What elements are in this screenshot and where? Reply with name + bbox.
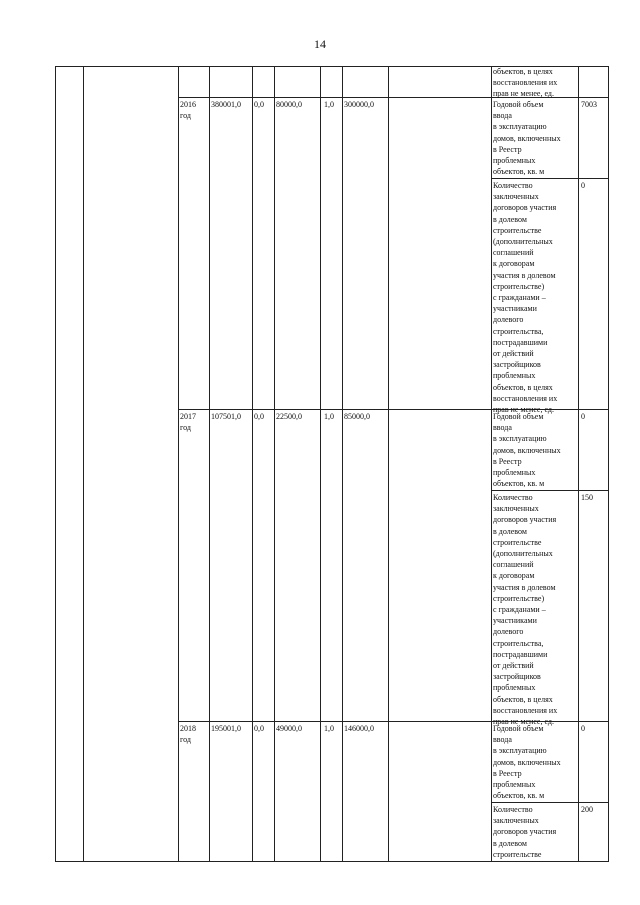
value-cell: 146000,0 xyxy=(344,724,374,733)
year-label: 2016 год xyxy=(180,100,196,121)
indicator-text: Годовой объем ввода в эксплуатацию домов, включенных в Реестр проблемных объектов, кв. м xyxy=(493,100,561,177)
value-cell: 300000,0 xyxy=(344,100,374,109)
value-cell: 49000,0 xyxy=(276,724,302,733)
value-cell: 0,0 xyxy=(254,100,264,109)
indicator-value: 150 xyxy=(581,493,593,502)
data-table xyxy=(55,66,609,861)
indicator-text: Годовой объем ввода в эксплуатацию домов, включенных в Реестр проблемных объектов, кв. м xyxy=(493,412,561,489)
col-divider xyxy=(55,66,56,861)
value-cell: 85000,0 xyxy=(344,412,370,421)
indicator-value: 0 xyxy=(581,724,585,733)
col-divider xyxy=(209,66,210,861)
value-cell: 1,0 xyxy=(324,100,334,109)
col-divider xyxy=(342,66,343,861)
col-divider xyxy=(578,66,579,861)
page-number: 14 xyxy=(314,37,326,51)
col-divider xyxy=(252,66,253,861)
value-cell: 380001,0 xyxy=(211,100,241,109)
value-cell: 1,0 xyxy=(324,724,334,733)
indicator-value: 7003 xyxy=(581,100,597,109)
col-divider xyxy=(491,66,492,861)
row-divider xyxy=(491,802,609,803)
col-divider xyxy=(83,66,84,861)
value-cell: 0,0 xyxy=(254,724,264,733)
value-cell: 107501,0 xyxy=(211,412,241,421)
indicator-text: объектов, в целях восстановления их прав не менее, ед. xyxy=(493,67,558,99)
indicator-text: Количество заключенных договоров участия в долевом строительстве (дополнительных соглашений к договорам участия в долевом строительстве) с гражданами – участниками долевого строительства, пострадавшими от действий застройщиков проблемных объектов, в целях восстановления их прав не менее, ед. xyxy=(493,493,558,727)
value-cell: 0,0 xyxy=(254,412,264,421)
col-divider xyxy=(178,66,179,861)
value-cell: 1,0 xyxy=(324,412,334,421)
col-divider xyxy=(388,66,389,861)
value-cell: 80000,0 xyxy=(276,100,302,109)
table-bottom-border xyxy=(55,861,609,862)
row-divider xyxy=(491,490,609,491)
indicator-value: 0 xyxy=(581,412,585,421)
indicator-text: Количество заключенных договоров участия в долевом строительстве xyxy=(493,805,557,859)
year-label: 2017 год xyxy=(180,412,196,433)
indicator-text: Годовой объем ввода в эксплуатацию домов, включенных в Реестр проблемных объектов, кв. м xyxy=(493,724,561,801)
col-divider xyxy=(320,66,321,861)
value-cell: 22500,0 xyxy=(276,412,302,421)
col-divider xyxy=(274,66,275,861)
row-divider xyxy=(491,178,609,179)
value-cell: 195001,0 xyxy=(211,724,241,733)
indicator-value: 0 xyxy=(581,181,585,190)
year-label: 2018 год xyxy=(180,724,196,745)
col-divider xyxy=(608,66,609,861)
indicator-text: Количество заключенных договоров участия в долевом строительстве (дополнительных соглашений к договорам участия в долевом строительстве) с гражданами – участниками долевого строительства, пострадавшими от действий застройщиков проблемных объектов, в целях восстановления их прав не менее, ед. xyxy=(493,181,558,415)
indicator-value: 200 xyxy=(581,805,593,814)
